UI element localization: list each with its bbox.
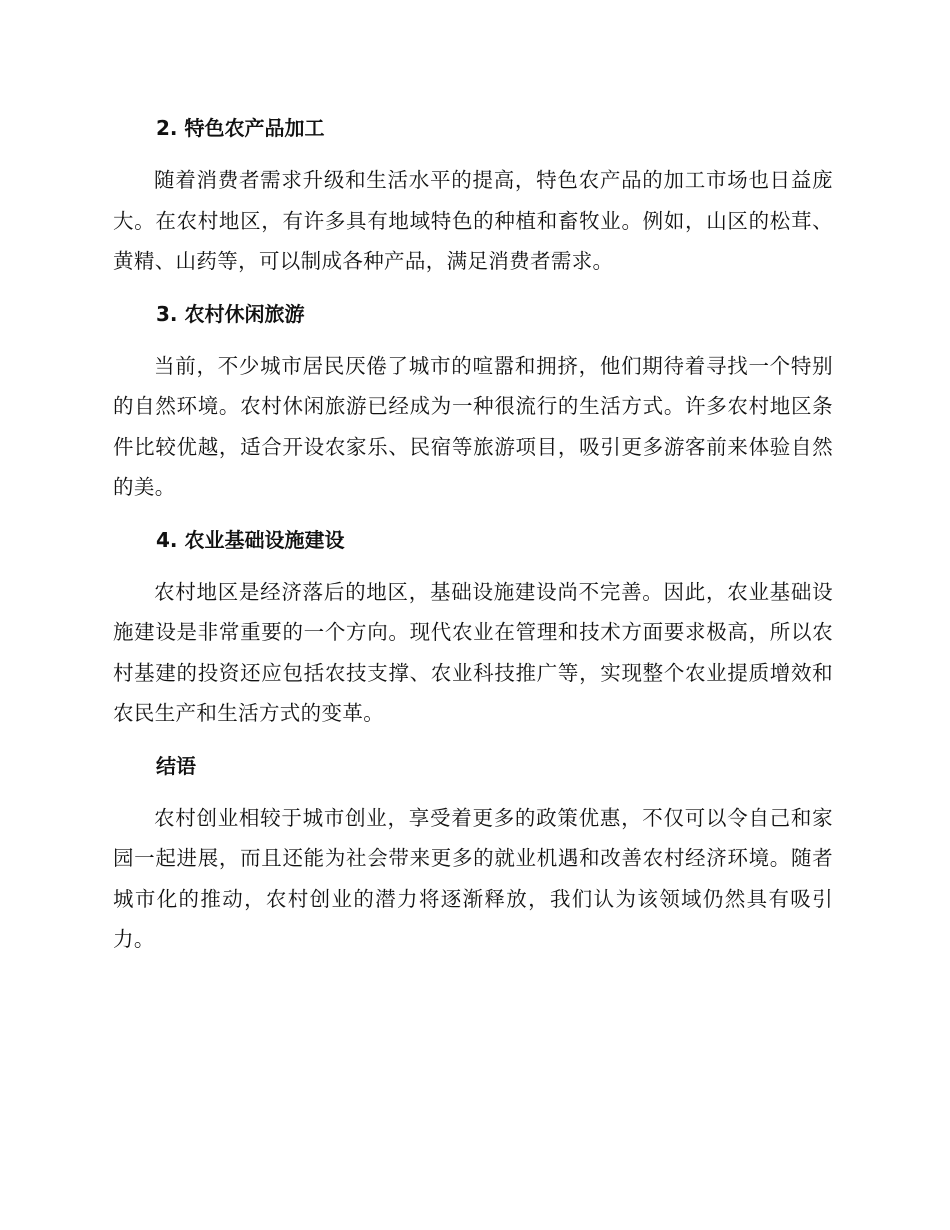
section-paragraph-processing: 随着消费者需求升级和生活水平的提高，特色农产品的加工市场也日益庞大。在农村地区，有许多具有地域特色的种植和畜牧业。例如，山区的松茸、黄精、山药等，可以制成各种产品，满足消费者需求。 <box>113 168 833 273</box>
section-heading-conclusion: 结语 <box>156 753 196 778</box>
section-heading-tourism: 3. 农村休闲旅游 <box>156 301 305 326</box>
document-body <box>113 108 833 972</box>
section-paragraph-conclusion: 农村创业相较于城市创业，享受着更多的政策优惠，不仅可以令自己和家园一起进展，而且还能为社会带来更多的就业机遇和改善农村经济环境。随者城市化的推动，农村创业的潜力将逐渐释放，我们认为该领域仍然具有吸引力。 <box>113 805 833 951</box>
section-heading-processing: 2. 特色农产品加工 <box>156 116 325 140</box>
section-paragraph-infrastructure: 农村地区是经济落后的地区，基础设施建设尚不完善。因此，农业基础设施建设是非常重要的一个方向。现代农业在管理和技术方面要求极高，所以农村基建的投资还应包括农技支撑、农业科技推广等，实现整个农业提质增效和农民生产和生活方式的变革。 <box>113 579 833 725</box>
section-heading-infrastructure: 4. 农业基础设施建设 <box>156 527 345 552</box>
section-paragraph-tourism: 当前，不少城市居民厌倦了城市的喧嚣和拥挤，他们期待着寻找一个特别的自然环境。农村休闲旅游已经成为一种很流行的生活方式。许多农村地区条件比较优越，适合开设农家乐、民宿等旅游项目，吸引更多游客前来体验自然的美。 <box>113 353 833 499</box>
